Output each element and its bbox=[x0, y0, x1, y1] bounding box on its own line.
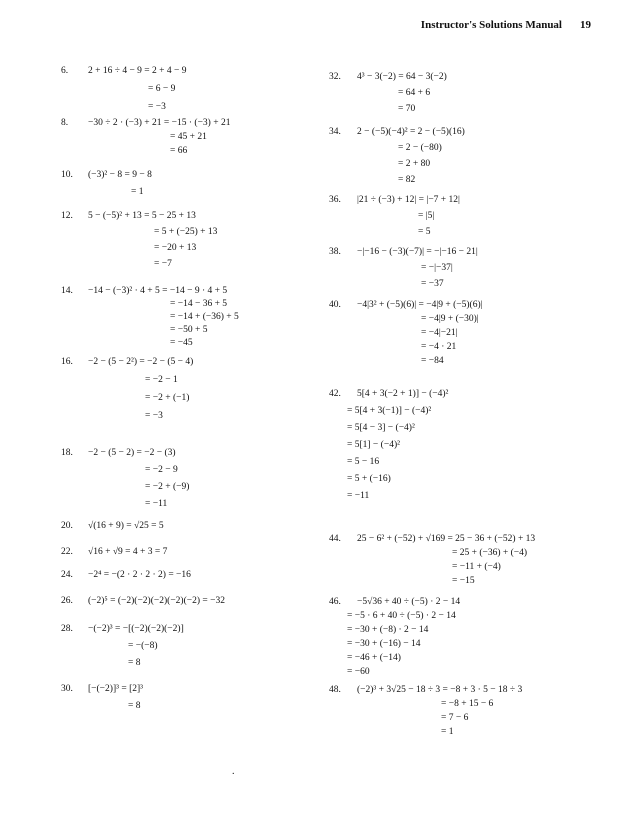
solution-line: 5 − (−5)² + 13 = 5 − 25 + 13 bbox=[88, 211, 196, 221]
solution-line: = −2 + (−1) bbox=[145, 393, 190, 403]
solution-line: = 5[4 + 3(−1)] − (−4)² bbox=[347, 406, 432, 416]
solution-line: = −46 + (−14) bbox=[347, 653, 401, 663]
problem-number: 10. bbox=[61, 170, 73, 180]
solution-line: = 5 bbox=[418, 227, 431, 237]
solution-line: = −11 + (−4) bbox=[452, 562, 501, 572]
solution-line: = −(−8) bbox=[128, 641, 158, 651]
solution-line: = 5[1] − (−4)² bbox=[347, 440, 400, 450]
problem-number: 34. bbox=[329, 127, 341, 137]
problem-number: 48. bbox=[329, 685, 341, 695]
problem-number: 18. bbox=[61, 448, 73, 458]
solution-line: = −7 bbox=[154, 259, 172, 269]
solution-line: −(−2)³ = −[(−2)(−2)(−2)] bbox=[88, 624, 184, 634]
solution-line: = −84 bbox=[421, 356, 444, 366]
solution-line: −30 ÷ 2 · (−3) + 21 = −15 · (−3) + 21 bbox=[88, 118, 231, 128]
page-number: 19 bbox=[580, 19, 591, 31]
solution-line: [−(−2)]³ = [2]³ bbox=[88, 684, 144, 694]
problem-number: 16. bbox=[61, 357, 73, 367]
solution-line: 25 − 6² + (−52) + √169 = 25 − 36 + (−52) + 13 bbox=[357, 534, 536, 544]
solution-line: −2⁴ = −(2 · 2 · 2 · 2) = −16 bbox=[88, 570, 191, 580]
solution-line: = 7 − 6 bbox=[441, 713, 469, 723]
solution-line: = −60 bbox=[347, 667, 370, 677]
problem-number: 32. bbox=[329, 72, 341, 82]
problem-number: 38. bbox=[329, 247, 341, 257]
solution-line: = −3 bbox=[145, 411, 163, 421]
solution-line: = −15 bbox=[452, 576, 475, 586]
solution-line: = −2 − 9 bbox=[145, 465, 178, 475]
solution-line: −5√36 + 40 ÷ (−5) · 2 − 14 bbox=[357, 597, 461, 607]
problem-number: 30. bbox=[61, 684, 73, 694]
solution-line: −14 − (−3)² · 4 + 5 = −14 − 9 · 4 + 5 bbox=[88, 286, 228, 296]
solution-line: = 1 bbox=[441, 727, 454, 737]
problem-number: 36. bbox=[329, 195, 341, 205]
solution-line: = 70 bbox=[398, 104, 416, 114]
solution-line: |21 ÷ (−3) + 12| = |−7 + 12| bbox=[357, 195, 460, 205]
solution-line: = 25 + (−36) + (−4) bbox=[452, 548, 528, 558]
problem-number: 42. bbox=[329, 389, 341, 399]
solution-line: √16 + √9 = 4 + 3 = 7 bbox=[88, 547, 168, 557]
problem-number: 28. bbox=[61, 624, 73, 634]
solution-line: = −2 − 1 bbox=[145, 375, 178, 385]
solution-line: = −14 + (−36) + 5 bbox=[170, 312, 239, 322]
solution-line: (−3)² − 8 = 9 − 8 bbox=[88, 170, 152, 180]
problem-number: 46. bbox=[329, 597, 341, 607]
solution-line: = −3 bbox=[148, 102, 166, 112]
solution-line: = −4|9 + (−30)| bbox=[421, 314, 479, 324]
solution-line: = −37 bbox=[421, 279, 444, 289]
solution-line: 4³ − 3(−2) = 64 − 3(−2) bbox=[357, 72, 447, 82]
solution-line: = 5 + (−16) bbox=[347, 474, 391, 484]
solution-line: 2 − (−5)(−4)² = 2 − (−5)(16) bbox=[357, 127, 465, 137]
solution-line: = −20 + 13 bbox=[154, 243, 197, 253]
solution-line: (−2)⁵ = (−2)(−2)(−2)(−2)(−2) = −32 bbox=[88, 596, 225, 606]
solution-line: = −2 + (−9) bbox=[145, 482, 190, 492]
footer-mark: . bbox=[232, 766, 235, 777]
solution-line: = −5 · 6 + 40 ÷ (−5) · 2 − 14 bbox=[347, 611, 456, 621]
solution-line: = −|−37| bbox=[421, 263, 453, 273]
solution-line: = 5 − 16 bbox=[347, 457, 380, 467]
solution-line: = 5 + (−25) + 13 bbox=[154, 227, 218, 237]
problem-number: 6. bbox=[61, 66, 69, 76]
solution-line: −|−16 − (−3)(−7)| = −|−16 − 21| bbox=[357, 247, 478, 257]
solution-line: = −8 + 15 − 6 bbox=[441, 699, 494, 709]
problem-number: 14. bbox=[61, 286, 73, 296]
solution-line: = 2 + 80 bbox=[398, 159, 431, 169]
problem-number: 40. bbox=[329, 300, 341, 310]
solution-line: = 1 bbox=[131, 187, 144, 197]
page-header-title: Instructor's Solutions Manual bbox=[420, 19, 562, 31]
solution-line: = −4 · 21 bbox=[421, 342, 457, 352]
solution-line: = −11 bbox=[145, 499, 168, 509]
solution-line: −2 − (5 − 2) = −2 − (3) bbox=[88, 448, 176, 458]
solution-line: 5[4 + 3(−2 + 1)] − (−4)² bbox=[357, 389, 449, 399]
problem-number: 26. bbox=[61, 596, 73, 606]
problem-number: 24. bbox=[61, 570, 73, 580]
solution-line: = 82 bbox=[398, 175, 416, 185]
solution-line: = 8 bbox=[128, 658, 141, 668]
solution-line: = −30 + (−16) − 14 bbox=[347, 639, 421, 649]
problem-number: 22. bbox=[61, 547, 73, 557]
solution-line: = −50 + 5 bbox=[170, 325, 208, 335]
solution-line: −4|3² + (−5)(6)| = −4|9 + (−5)(6)| bbox=[357, 300, 483, 310]
problem-number: 44. bbox=[329, 534, 341, 544]
solution-line: √(16 + 9) = √25 = 5 bbox=[88, 521, 164, 531]
problem-number: 12. bbox=[61, 211, 73, 221]
solution-line: = −4|−21| bbox=[421, 328, 458, 338]
solution-line: = 5[4 − 3] − (−4)² bbox=[347, 423, 415, 433]
solution-line: 2 + 16 ÷ 4 − 9 = 2 + 4 − 9 bbox=[88, 66, 187, 76]
solution-line: = 66 bbox=[170, 146, 188, 156]
solution-line: = 8 bbox=[128, 701, 141, 711]
problem-number: 20. bbox=[61, 521, 73, 531]
solution-line: = 45 + 21 bbox=[170, 132, 207, 142]
solution-line: (−2)³ + 3√25 − 18 ÷ 3 = −8 + 3 · 5 − 18 ÷ 3 bbox=[357, 685, 523, 695]
solution-line: = −14 − 36 + 5 bbox=[170, 299, 228, 309]
solution-line: = −30 + (−8) · 2 − 14 bbox=[347, 625, 429, 635]
problem-number: 8. bbox=[61, 118, 69, 128]
solution-line: = −45 bbox=[170, 338, 193, 348]
solution-line: = 2 − (−80) bbox=[398, 143, 442, 153]
solution-line: = |5| bbox=[418, 211, 435, 221]
solution-line: = −11 bbox=[347, 491, 370, 501]
solution-line: = 6 − 9 bbox=[148, 84, 176, 94]
solution-line: −2 − (5 − 2²) = −2 − (5 − 4) bbox=[88, 357, 194, 367]
solution-line: = 64 + 6 bbox=[398, 88, 431, 98]
